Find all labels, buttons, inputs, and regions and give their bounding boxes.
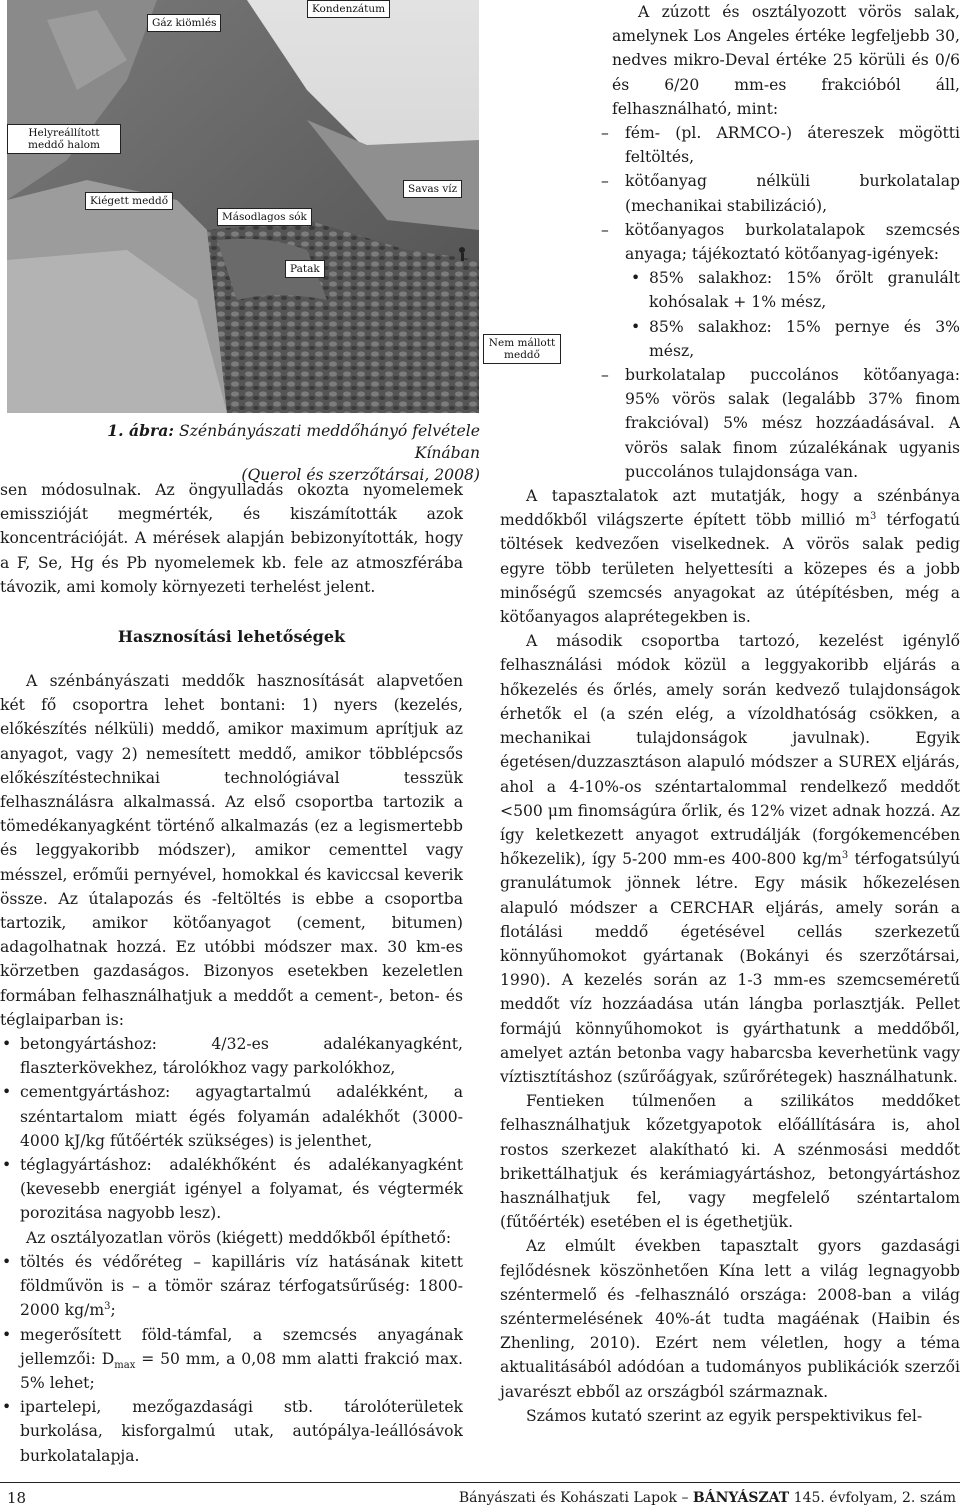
figure-photo <box>7 0 479 413</box>
bullet-icon: • <box>2 1035 12 1054</box>
red-spoil-list <box>0 1250 463 1468</box>
list-item: • 85% salakhoz: 15% pernye és 3% mész, <box>625 315 960 363</box>
caption-label: 1. ábra: <box>107 421 175 440</box>
right-paragraph-2: A második csoportba tartozó, kezelést igénylő felhasználási módok közül a leggyakoribb eljárás a hőkezelés és őrlés, amely során kedvező tulajdonságok érhetők el (a szén elég, a vízoldhatóság csökken, a mechanikai tulajdonságok javulnak). Egyik égetésen/duzzasztáson alapuló módszer a SUREX eljárás, ahol a 4-10%-os széntartalommal rendelkező meddőt <500 μm finomságúra őrlik, és 12% vizet adnak hozzá. Az így keletkezett anyagot extrudálják (forgókemencében hőkezelik), így 5-200 mm-es 400-800 $kg/m^3$ térfogatsúlyú granulátumok jönnek létre. Egy másik hőkezelésen alapuló módszer a CERCHAR eljárás, amely során a flotálási meddő égetésével cellás szerkezetű könnyűhomokot gyártanak (Bokányi és szerzőtársai, 1990). A kezelés során az 1-3 mm-es szemcseméretű meddőt víz hozzáadása után lángba porlasztják. Pellet formájú könnyűhomokot is gyárthatunk a meddőből, amelyet aztán betonba vagy habarcsba keverhetünk vagy víztisztításhoz (szűrőágyak, szűrőrétegek) használhatunk. <box>500 632 960 1086</box>
label-creek: Patak <box>285 260 325 278</box>
right-paragraph-4: Az elmúlt években tapasztalt gyors gazdasági fejlődésnek köszönhetően Kína lett a világ legnagyobb széntermelő és -felhasználó országa: 2008-ban a világ széntermelésének 40%-át tudta magáénak (Haibin és Zhenling, 2010). Ezért nem véletlen, hogy a téma aktualitásából adódóan a tudományos publikációk szerzői javarészt ebből az országból származnak. <box>500 1237 960 1401</box>
left-intro-paragraph: sen módosulnak. Az öngyulladás okozta nyomelemek emisszióját megmérték, és kiszámították azok koncentrációját. A mérések alapján bebizonyították, hogy a F, Se, Hg és Pb nyomelemek kb. fele az atmoszférába távozik, ami komoly környezeti terhelést jelent. <box>0 481 463 596</box>
uses-list <box>0 1032 463 1226</box>
bullet-icon: • <box>2 1325 12 1344</box>
list-item: • cementgyártáshoz: agyagtartalmú adalékként, a széntartalom miatt égés folyamán adalékhőt (3000-4000 kJ/kg fűtőérték szükséges) is jelenthet, <box>0 1080 463 1153</box>
label-acid-water: Savas víz <box>403 180 462 198</box>
label-condensate: Kondenzátum <box>307 0 390 18</box>
list-item: • töltés és védőréteg – kapilláris víz hatásának kitett földművön is – a tömör száraz térfogatsűrűség: 1800-2000 $kg/m^3$; <box>0 1250 463 1323</box>
bullet-icon: • <box>631 269 641 288</box>
figure-caption <box>60 420 480 486</box>
list-item: • ipartelepi, mezőgazdasági stb. tárolóterületek burkolása, kisforgalmú utak, autópálya-leállósávok burkolatalapja. <box>0 1395 463 1468</box>
page-number: 18 <box>7 1489 27 1507</box>
list-item: – burkolatalap puccolános kötőanyaga: 95% vörös salak (legalább 37% finom frakcióval) 5% mész hozzáadásával. A vörös salak finom zúzalékának ugyanis puccolános tulajdonsága van. <box>500 363 960 484</box>
right-paragraph-3: Fentieken túlmenően a szilikátos meddőket felhasználhatjuk kőzetgyapotok előállítására is, ahol rostos szerkezet alakítható ki. A szénmosási meddőt brikettálhatjuk és kerámiagyártáshoz, betongyártáshoz használhatjuk fel, vagy megfelelő széntartalom (fűtőérték) esetében el is égethetjük. <box>500 1092 960 1232</box>
label-pile: Helyreállított meddő halom <box>7 124 121 154</box>
list-item: • betongyártáshoz: 4/32-es adalékanyagként, flaszterkövekhez, tárolókhoz vagy parkolókhoz, <box>0 1032 463 1080</box>
bullet-icon: • <box>2 1252 12 1271</box>
left-paragraph-1: A szénbányászati meddők hasznosítását alapvetően két fő csoportra lehet bontani: 1) nyers (kezelés, előkészítés nélküli) meddő, amikor maximum aprítjuk az anyagot, vagy 2) nemesített meddő, amikor többlépcsős előkészítéstechnikai technológiával tesszük felhasználásra alkalmassá. Az első csoportba tartozik a tömedékanyagként történő alkalmazás (ez a legismertebb és leggyakoribb módszer), amikor cementtel vagy mésszel, erőműi pernyével, homokkal és kaviccsal keverik össze. Az útalapozás és -feltöltés is ebbe a csoportba tartozik, amikor kötőanyagot (cement, bitumen) adagolhatnak hozzá. Ez utóbbi módszer max. 30 km-es körzetben gazdaságos. Bizonyos esetekben kezeletlen formában felhasználhatjuk a meddőt a cement-, beton- és téglaiparban is: <box>0 672 463 1029</box>
bullet-icon: • <box>2 1083 12 1102</box>
label-secondary-salts: Másodlagos sók <box>217 208 312 226</box>
dash-icon: – <box>601 366 609 385</box>
list-item: • 85% salakhoz: 15% őrölt granulált kohósalak + 1% mész, <box>625 266 960 314</box>
journal-footer: Bányászati és Kohászati Lapok – BÁNYÁSZAT 145. évfolyam, 2. szám <box>458 1490 956 1506</box>
label-unweathered-outer: Nem mállott meddő <box>483 334 561 364</box>
binder-list <box>625 266 960 363</box>
dash-icon: – <box>601 172 609 191</box>
dash-icon: – <box>601 124 609 143</box>
list-item: • téglagyártáshoz: adalékhőként és adalékanyagként (kevesebb energiát igényel a folyamat, és végtermék porozitása nagyobb lesz). <box>0 1153 463 1226</box>
label-burned: Kiégett meddő <box>85 192 173 210</box>
left-column <box>0 478 463 1468</box>
bullet-icon: • <box>2 1398 12 1417</box>
dash-icon: – <box>601 220 609 239</box>
footer-rule <box>0 1482 960 1483</box>
list-item: – fém- (pl. ARMCO-) átereszek mögötti feltöltés, <box>500 121 960 169</box>
list-item: – kötőanyag nélküli burkolatalap (mechanikai stabilizáció), <box>500 169 960 217</box>
left-paragraph-2: Az osztályozatlan vörös (kiégett) meddőkből építhető: <box>26 1228 452 1247</box>
right-column <box>500 0 960 1428</box>
slag-uses-list <box>500 121 960 484</box>
label-gas: Gáz kiömlés <box>147 14 221 32</box>
right-intro-paragraph: A zúzott és osztályozott vörös salak, amelynek Los Angeles értéke legfeljebb 30, nedves mikro-Deval értéke 25 körüli és 0/6 és 6/20 mm-es frakcióból áll, felhasználható, mint: <box>612 3 960 118</box>
list-item: • megerősített föld-támfal, a szemcsés anyagának jellemzői: $D_{max} = 50$ mm, a 0,08 mm alatti frakció max. 5% lehet; <box>0 1323 463 1396</box>
right-paragraph-5: Számos kutató szerint az egyik perspektivikus fel- <box>526 1406 923 1425</box>
bullet-icon: • <box>631 317 641 336</box>
caption-text: Szénbányászati meddőhányó felvétele Kínában <box>179 422 480 462</box>
spoil-heap-photo <box>7 0 479 413</box>
caption-source: (Querol és szerzőtársai, 2008) <box>241 466 480 484</box>
section-heading: Hasznosítási lehetőségek <box>117 627 346 647</box>
bullet-icon: • <box>2 1156 12 1175</box>
list-item: – kötőanyagos burkolatalapok szemcsés anyaga; tájékoztató kötőanyag-igények: • 85% salakhoz: 15% őrölt granulált kohósalak + 1% mész, • 85% salakhoz: 15% pernye és 3% mész, <box>500 218 960 363</box>
right-paragraph-1: A tapasztalatok azt mutatják, hogy a szénbánya meddőkből világszerte épített több millió $m^3$ térfogatú töltések kedvezően viselkednek. A vörös salak pedig egyre több területen helyettesíti a közepes és a jobb minőségű szemcsés anyagokat az útépítésben, még a kötőanyagos alaprétegekben is. <box>500 487 960 627</box>
